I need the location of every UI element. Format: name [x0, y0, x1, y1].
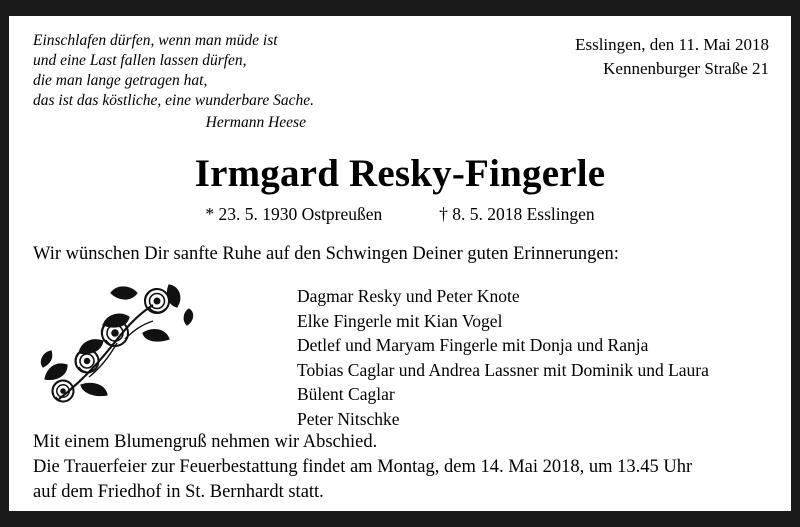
place-date-line: Esslingen, den 11. Mai 2018 [575, 35, 769, 54]
verse-block [33, 31, 314, 133]
life-dates [9, 204, 791, 225]
notice-border-left [0, 0, 9, 527]
list-item: Elke Fingerle mit Kian Vogel [297, 310, 503, 331]
verse-line-1: Einschlafen dürfen, wenn man müde ist [33, 32, 278, 49]
notice-border-bottom [0, 511, 800, 527]
list-item: Bülent Caglar [297, 384, 395, 404]
street-address-line: Kennenburger Straße 21 [603, 59, 769, 78]
closing-line-1: Mit einem Blumengruß nehmen wir Abschied. [33, 432, 378, 452]
verse-line-3: die man lange getragen hat, [33, 72, 208, 89]
birth-date: * 23. 5. 1930 Ostpreußen [205, 204, 383, 224]
rose-branch-icon [37, 281, 197, 411]
notice-border-top [0, 0, 800, 16]
deceased-name: Irmgard Resky-Fingerle [194, 152, 606, 195]
death-date: † 8. 5. 2018 Esslingen [439, 204, 595, 224]
list-item: Dagmar Resky und Peter Knote [297, 286, 520, 306]
wish-text: Wir wünschen Dir sanfte Ruhe auf den Schwingen Deiner guten Erinnerungen: [33, 244, 619, 264]
closing-block [33, 430, 692, 505]
closing-line-2: Die Trauerfeier zur Feuerbestattung findet am Montag, dem 14. Mai 2018, um 13.45 Uhr [33, 457, 693, 477]
place-and-date-block [575, 33, 769, 81]
notice-content [9, 16, 791, 511]
notice-border-right [791, 0, 800, 527]
list-item: Detlef und Maryam Fingerle mit Donja und Ranja [297, 335, 649, 355]
survivors-list [297, 284, 709, 431]
list-item: Peter Nitschke [297, 408, 400, 429]
verse-line-2: und eine Last fallen lassen dürfen, [33, 52, 247, 69]
list-item: Tobias Caglar und Andrea Lassner mit Dominik und Laura [297, 359, 709, 380]
verse-line-4: das ist das köstliche, eine wunderbare Sache. [33, 92, 314, 109]
verse-author: Hermann Heese [205, 114, 306, 131]
closing-line-3: auf dem Friedhof in St. Bernhardt statt. [33, 482, 324, 502]
